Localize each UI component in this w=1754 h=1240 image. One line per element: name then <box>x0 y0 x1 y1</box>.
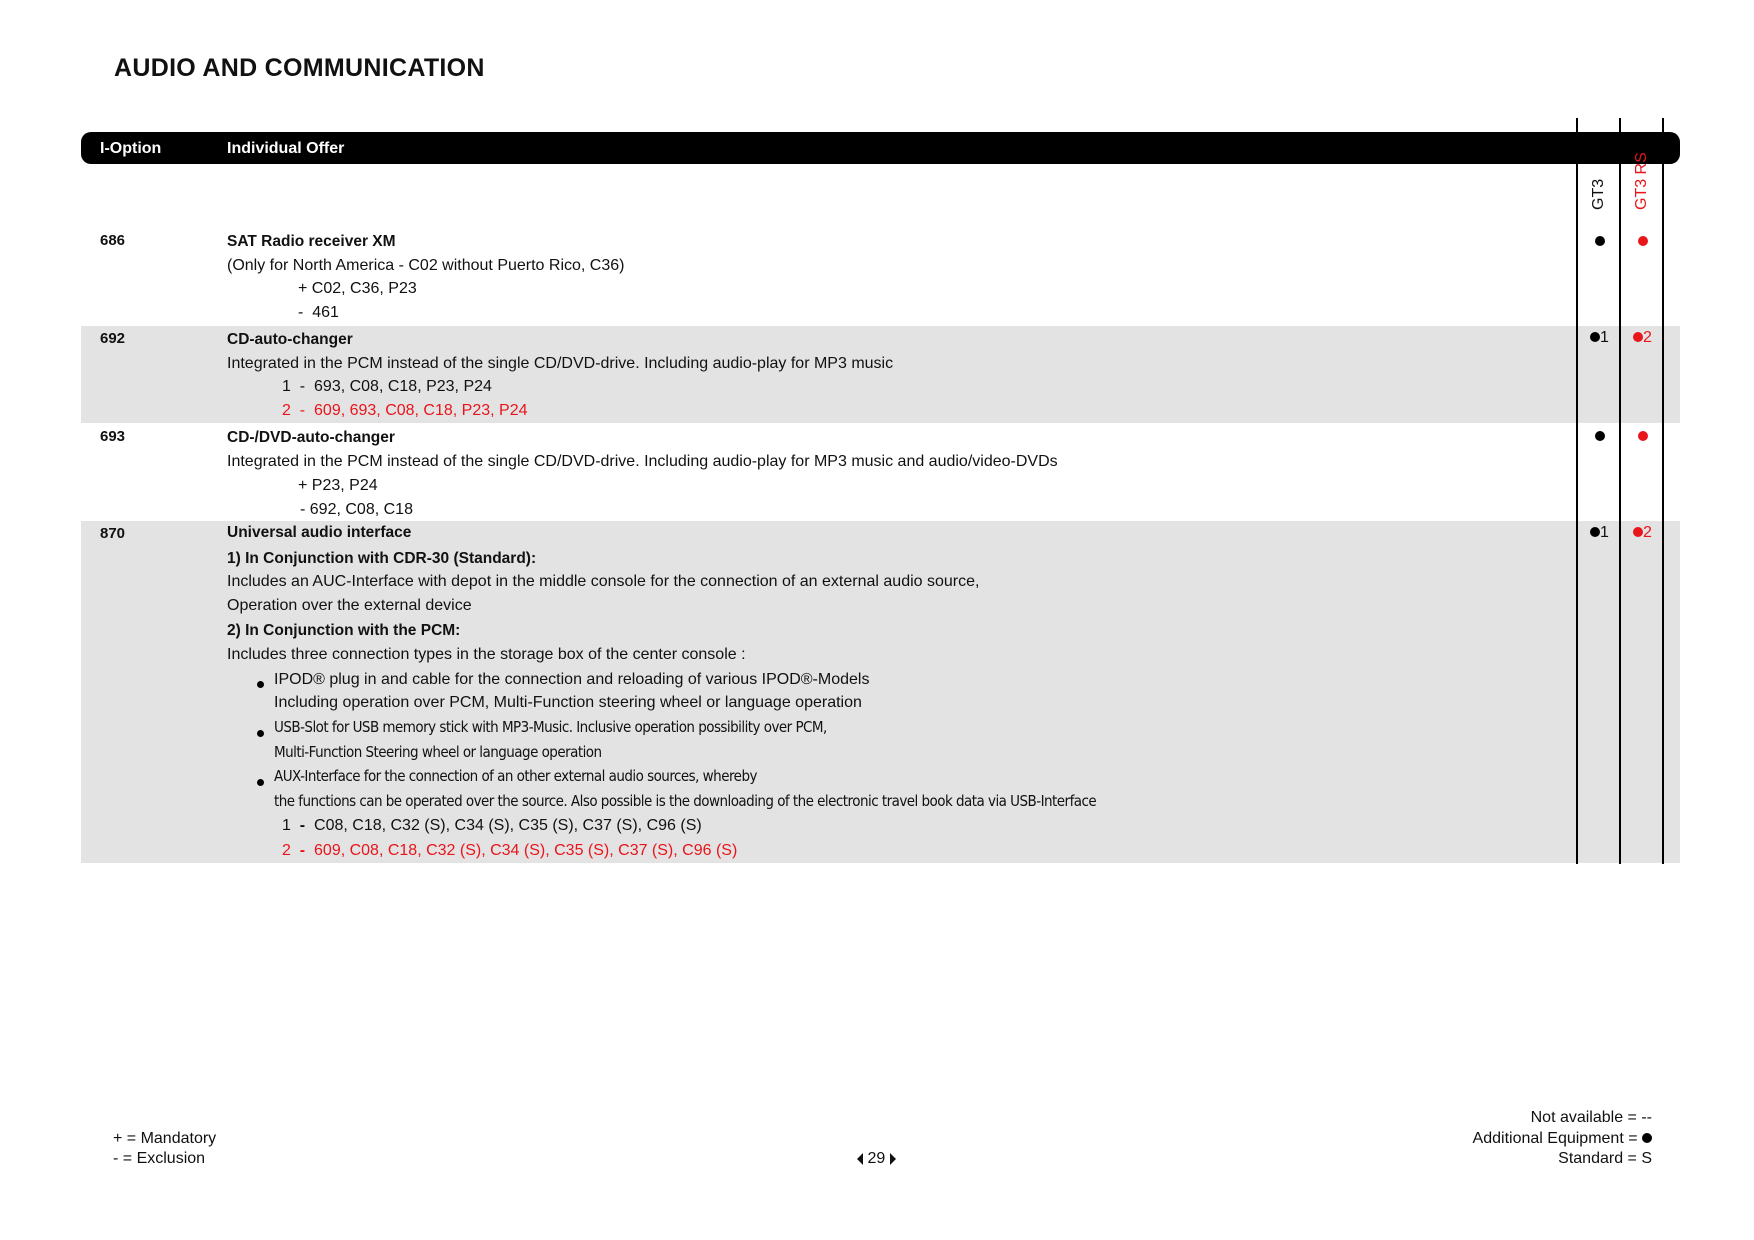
page-navigation <box>857 1150 896 1168</box>
bullet-icon <box>257 724 264 742</box>
option-title: CD-/DVD-auto-changer <box>227 429 395 446</box>
option-code: 686 <box>100 232 126 249</box>
option-title: SAT Radio receiver XM <box>227 233 396 250</box>
gt3-availability-dot: 1 <box>1590 329 1609 347</box>
column-divider <box>1619 118 1621 864</box>
bullet-line: Including operation over PCM, Multi-Function steering wheel or language operation <box>274 694 862 711</box>
option-title: CD-auto-changer <box>227 331 353 348</box>
legend-mandatory: + = Mandatory <box>113 1130 217 1147</box>
option-code: 692 <box>100 330 126 347</box>
rule-line: 1 - C08, C18, C32 (S), C34 (S), C35 (S), C37 (S), C96 (S) <box>282 817 702 834</box>
gt3rs-availability-dot <box>1638 233 1648 251</box>
header-gt3rs: GT3 RS <box>1633 152 1650 210</box>
bullet-line: Multi-Function Steering wheel or language operation <box>274 743 602 761</box>
rule-line: - 692, C08, C18 <box>300 501 413 518</box>
bullet-line: USB-Slot for USB memory stick with MP3-Music. Inclusive operation possibility over PCM, <box>274 718 827 736</box>
option-line: Operation over the external device <box>227 597 472 614</box>
legend-dot-icon <box>1642 1133 1652 1143</box>
legend-standard: Standard = S <box>1558 1150 1652 1167</box>
option-line: Integrated in the PCM instead of the single CD/DVD-drive. Including audio-play for MP3 music and audio/video-DVDs <box>227 453 1058 470</box>
rule-line: 2 - 609, 693, C08, C18, P23, P24 <box>282 402 528 419</box>
option-code: 693 <box>100 428 126 445</box>
option-line: (Only for North America - C02 without Puerto Rico, C36) <box>227 257 625 274</box>
option-line: Includes an AUC-Interface with depot in the middle console for the connection of an external audio source, <box>227 573 980 590</box>
rule-line: 1 - 693, C08, C18, P23, P24 <box>282 378 492 395</box>
subheading-cdr30: 1) In Conjunction with CDR-30 (Standard): <box>227 550 537 567</box>
page-title: AUDIO AND COMMUNICATION <box>114 54 485 82</box>
gt3-availability-dot: 1 <box>1590 524 1609 542</box>
legend-exclusion: - = Exclusion <box>113 1150 206 1167</box>
gt3rs-availability-dot: 2 <box>1633 329 1652 347</box>
subheading-pcm: 2) In Conjunction with the PCM: <box>227 622 461 639</box>
rule-line: 2 - 609, C08, C18, C32 (S), C34 (S), C35 (S), C37 (S), C96 (S) <box>282 842 738 859</box>
header-individual-offer: Individual Offer <box>227 140 345 157</box>
bullet-line: AUX-Interface for the connection of an other external audio sources, whereby <box>274 767 757 785</box>
option-line: Integrated in the PCM instead of the single CD/DVD-drive. Including audio-play for MP3 music <box>227 355 894 372</box>
gt3-availability-dot <box>1595 233 1605 251</box>
header-gt3: GT3 <box>1590 178 1607 210</box>
bullet-line: IPOD® plug in and cable for the connection and reloading of various IPOD®-Models <box>274 671 870 688</box>
option-line: Includes three connection types in the storage box of the center console : <box>227 646 746 663</box>
header-i-option: I-Option <box>100 140 162 157</box>
gt3rs-availability-dot <box>1638 428 1648 446</box>
gt3rs-availability-dot: 2 <box>1633 524 1652 542</box>
previous-page-icon[interactable] <box>857 1153 863 1165</box>
rule-line: + C02, C36, P23 <box>298 280 417 297</box>
rule-line: - 461 <box>298 304 339 321</box>
option-title: Universal audio interface <box>227 524 412 541</box>
page-number: 29 <box>867 1150 886 1167</box>
bullet-icon <box>257 675 264 693</box>
bullet-line: the functions can be operated over the source. Also possible is the downloading of the electronic travel book data via USB-Interface <box>274 792 1097 810</box>
column-divider <box>1662 118 1664 864</box>
bullet-icon <box>257 773 264 791</box>
gt3-availability-dot <box>1595 428 1605 446</box>
legend-not-available: Not available = -- <box>1530 1109 1652 1126</box>
rule-line: + P23, P24 <box>298 477 378 494</box>
column-divider <box>1576 118 1578 864</box>
option-code: 870 <box>100 525 126 542</box>
next-page-icon[interactable] <box>890 1153 896 1165</box>
legend-additional-equipment: Additional Equipment = <box>1473 1130 1652 1148</box>
